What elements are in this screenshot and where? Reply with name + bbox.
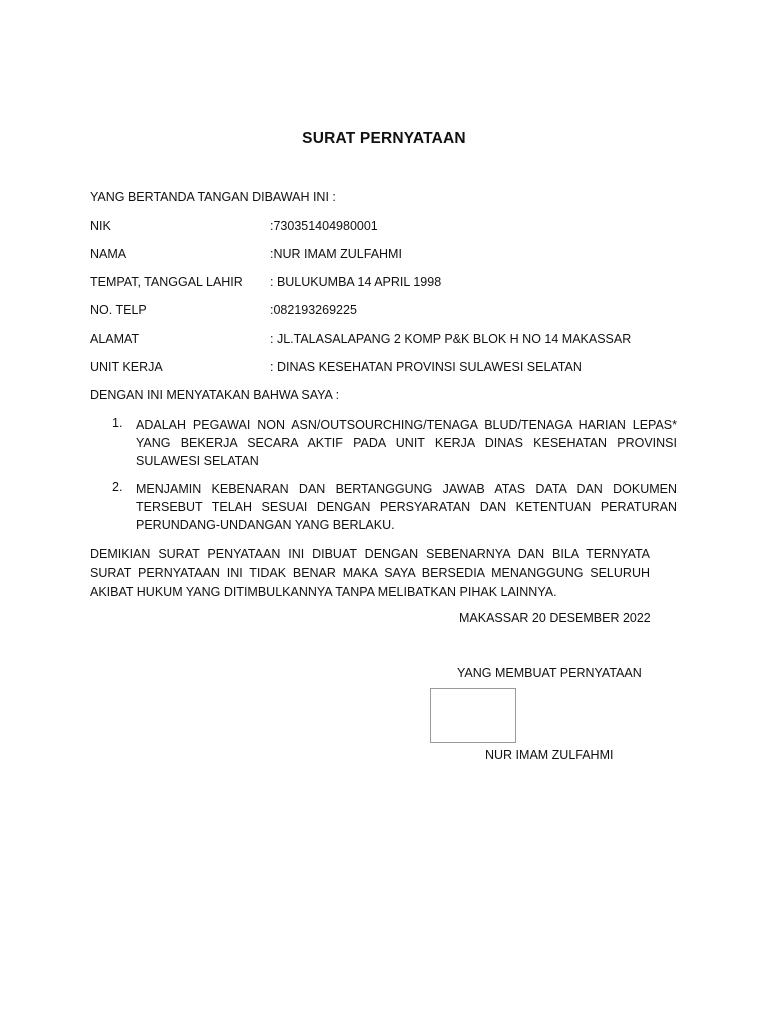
statement-intro: DENGAN INI MENYATAKAN BAHWA SAYA : xyxy=(90,388,340,402)
intro-text: YANG BERTANDA TANGAN DIBAWAH INI : xyxy=(90,190,336,204)
field-value-nik: :730351404980001 xyxy=(270,219,378,233)
list-item-number: 1. xyxy=(112,416,123,430)
signer-name: NUR IMAM ZULFAHMI xyxy=(485,748,614,762)
field-label-address: ALAMAT xyxy=(90,332,140,346)
document-title: SURAT PERNYATAAN xyxy=(302,130,466,147)
list-item-number: 2. xyxy=(112,480,123,494)
field-value-unit: : DINAS KESEHATAN PROVINSI SULAWESI SELATAN xyxy=(270,360,582,374)
field-label-unit: UNIT KERJA xyxy=(90,360,163,374)
field-value-phone: :082193269225 xyxy=(270,303,357,317)
field-value-nama: :NUR IMAM ZULFAHMI xyxy=(270,247,402,261)
field-value-birth: : BULUKUMBA 14 APRIL 1998 xyxy=(270,275,442,289)
signer-caption: YANG MEMBUAT PERNYATAAN xyxy=(457,666,642,680)
place-date: MAKASSAR 20 DESEMBER 2022 xyxy=(459,611,651,625)
field-label-nama: NAMA xyxy=(90,247,127,261)
field-label-birth: TEMPAT, TANGGAL LAHIR xyxy=(90,275,243,289)
closing-paragraph: DEMIKIAN SURAT PENYATAAN INI DIBUAT DENGAN SEBENARNYA DAN BILA TERNYATA SURAT PERNYATAAN INI TIDAK BENAR MAKA SAYA BERSEDIA MENANGGUNG SELURUH AKIBAT HUKUM YANG DITIMBULKANNYA TANPA MELIBATKAN PIHAK LAINNYA. xyxy=(90,547,650,599)
signature-box xyxy=(430,688,516,743)
list-item-text: MENJAMIN KEBENARAN DAN BERTANGGUNG JAWAB ATAS DATA DAN DOKUMEN TERSEBUT TELAH SESUAI DENGAN PERSYARATAN DAN KETENTUAN PERATURAN PERUNDANG-UNDANGAN YANG BERLAKU. xyxy=(136,482,677,532)
field-label-phone: NO. TELP xyxy=(90,303,147,317)
field-value-address: : JL.TALASALAPANG 2 KOMP P&K BLOK H NO 14 MAKASSAR xyxy=(270,332,632,346)
field-label-nik: NIK xyxy=(90,219,111,233)
list-item-text: ADALAH PEGAWAI NON ASN/OUTSOURCHING/TENAGA BLUD/TENAGA HARIAN LEPAS* YANG BEKERJA SECARA AKTIF PADA UNIT KERJA DINAS KESEHATAN PROVINSI SULAWESI SELATAN xyxy=(136,418,677,468)
